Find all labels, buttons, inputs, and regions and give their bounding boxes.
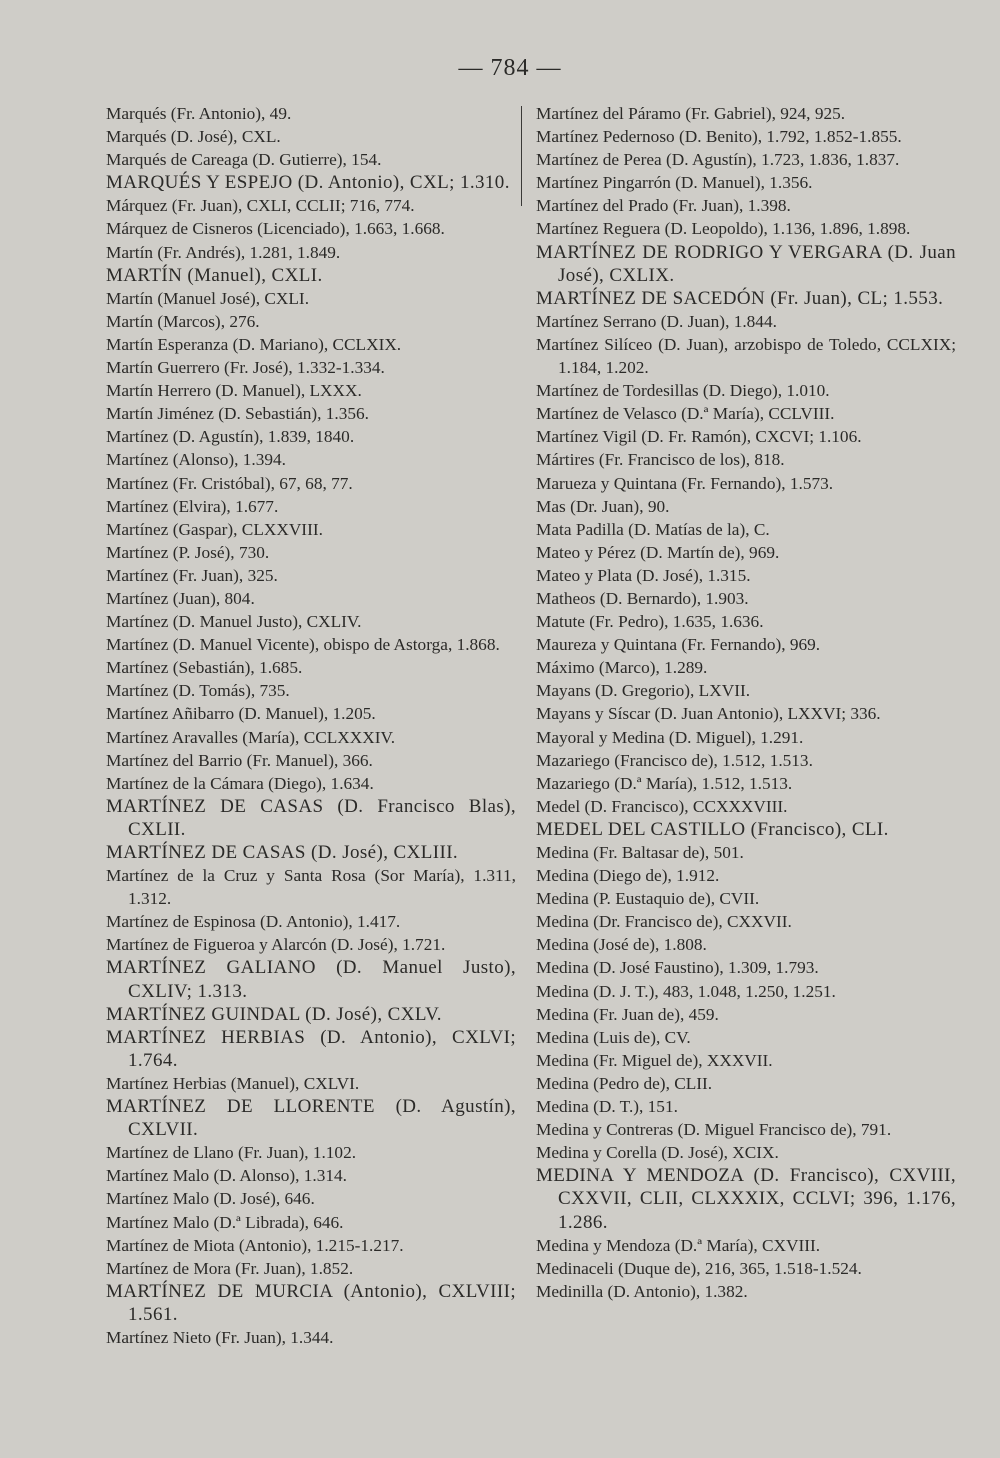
index-entry: Medina (Dr. Francisco de), CXXVII. [536,912,792,932]
index-entry: Martín Guerrero (Fr. José), 1.332-1.334. [106,358,385,378]
index-entry: Martínez (P. José), 730. [106,542,270,562]
index-entry: Medina (José de), 1.808. [536,935,707,955]
index-entry: MARTÍN (Manuel), CXLI. [106,264,323,286]
index-entry: Marqués de Careaga (D. Gutierre), 154. [106,150,382,170]
index-entry: Martínez Reguera (D. Leopoldo), 1.136, 1.896, 1.898. [536,219,911,239]
index-entry: Martínez de la Cámara (Diego), 1.634. [106,773,374,793]
index-entry: Martínez de Miota (Antonio), 1.215-1.217. [106,1235,404,1255]
index-entry: Martínez de Velasco (D.ª María), CCLVIII. [536,404,835,424]
index-entry: Medinilla (D. Antonio), 1.382. [536,1281,748,1301]
index-entry: Martínez Serrano (D. Juan), 1.844. [536,311,777,331]
index-entry: MARTÍNEZ DE LLORENTE (D. Agustín), CXLVII. [106,1096,516,1141]
index-entry: Martínez (Alonso), 1.394. [106,450,286,470]
page-number: — 784 — [458,55,562,81]
index-entry: MEDINA Y MENDOZA (D. Francisco), CXVIII, CXXVII, CLII, CLXXXIX, CCLVI; 396, 1.176, 1.286. [536,1165,956,1233]
index-entry: Márquez (Fr. Juan), CXLI, CCLII; 716, 774. [106,196,415,216]
index-entry: MARTÍNEZ GALIANO (D. Manuel Justo), CXLIV; 1.313. [106,957,516,1002]
index-entry: Máximo (Marco), 1.289. [536,658,708,678]
index-entry: Martínez (D. Manuel Vicente), obispo de Astorga, 1.868. [106,635,500,655]
index-entry: Martínez de Espinosa (D. Antonio), 1.417. [106,912,401,932]
index-entry: Martínez (Elvira), 1.677. [106,496,279,516]
index-entry: MARTÍNEZ DE CASAS (D. Francisco Blas), CXLII. [106,795,516,840]
index-entry: Martínez de la Cruz y Santa Rosa (Sor María), 1.311, 1.312. [106,866,516,909]
index-entry: Martín (Fr. Andrés), 1.281, 1.849. [106,242,341,262]
index-entry: Mazariego (Francisco de), 1.512, 1.513. [536,750,813,770]
index-entry: MARTÍNEZ DE RODRIGO Y VERGARA (D. Juan José), CXLIX. [536,241,956,286]
index-entry: Medina (Fr. Baltasar de), 501. [536,843,744,862]
index-entry: Martínez (Fr. Juan), 325. [106,565,278,585]
index-entry: Mayans (D. Gregorio), LXVII. [536,681,751,701]
index-entry: Marqués (D. José), CXL. [106,127,281,147]
index-entry: Medina y Corella (D. José), XCIX. [536,1143,779,1163]
index-entry: Mazariego (D.ª María), 1.512, 1.513. [536,773,793,793]
index-entry: Martínez Malo (D.ª Librada), 646. [106,1212,344,1232]
index-entry: Maureza y Quintana (Fr. Fernando), 969. [536,635,821,655]
index-entry: Mateo y Plata (D. José), 1.315. [536,565,751,585]
index-entry: Medina y Contreras (D. Miguel Francisco de), 791. [536,1120,892,1140]
index-entry: Mayoral y Medina (D. Miguel), 1.291. [536,727,804,747]
index-entry: Martínez (D. Agustín), 1.839, 1840. [106,427,355,447]
index-entry: Martínez Aravalles (María), CCLXXXIV. [106,727,396,747]
column-divider [521,106,522,206]
index-entry: Medinaceli (Duque de), 216, 365, 1.518-1.524. [536,1258,862,1278]
index-entry: Medina (Fr. Juan de), 459. [536,1004,719,1024]
index-entry: MEDEL DEL CASTILLO (Francisco), CLI. [536,818,889,840]
index-entry: Medina (Diego de), 1.912. [536,866,720,886]
index-entry: Mateo y Pérez (D. Martín de), 969. [536,542,780,562]
index-entry: Mata Padilla (D. Matías de la), C. [536,519,770,539]
index-entry: Márquez de Cisneros (Licenciado), 1.663, 1.668. [106,219,445,239]
index-entry: Martínez Nieto (Fr. Juan), 1.344. [106,1327,334,1347]
index-entry: Martínez del Prado (Fr. Juan), 1.398. [536,196,791,216]
index-entry: Medina (Luis de), CV. [536,1027,691,1047]
index-entry: Martínez Malo (D. Alonso), 1.314. [106,1166,347,1186]
index-entry: Martínez Silíceo (D. Juan), arzobispo de Toledo, CCLXIX; 1.184, 1.202. [536,334,956,378]
left-column [106,102,516,1349]
index-entry: Mártires (Fr. Francisco de los), 818. [536,450,785,470]
index-entry: Medina (D. J. T.), 483, 1.048, 1.250, 1.251. [536,981,836,1001]
index-entry: Martínez del Páramo (Fr. Gabriel), 924, 925. [536,104,846,123]
index-entry: Martín Esperanza (D. Mariano), CCLXIX. [106,334,402,354]
index-entry: Mas (Dr. Juan), 90. [536,496,670,516]
index-entry: Martínez Vigil (D. Fr. Ramón), CXCVI; 1.106. [536,427,862,447]
index-entry: Martínez Pingarrón (D. Manuel), 1.356. [536,173,813,193]
index-entry: Mayans y Síscar (D. Juan Antonio), LXXVI; 336. [536,704,881,724]
index-entry: MARTÍNEZ GUINDAL (D. José), CXLV. [106,1003,442,1025]
index-entry: Medina (Pedro de), CLII. [536,1073,713,1093]
index-entry: Matute (Fr. Pedro), 1.635, 1.636. [536,612,764,632]
index-entry: Martín Herrero (D. Manuel), LXXX. [106,381,362,401]
index-entry: Martínez de Tordesillas (D. Diego), 1.010. [536,381,830,401]
index-entry: Martínez del Barrio (Fr. Manuel), 366. [106,750,373,770]
index-entry: Marueza y Quintana (Fr. Fernando), 1.573. [536,473,834,493]
index-entry: Martínez (Fr. Cristóbal), 67, 68, 77. [106,473,353,493]
index-entry: Martínez (Gaspar), CLXXVIII. [106,519,323,539]
index-entry: Martínez de Mora (Fr. Juan), 1.852. [106,1258,354,1278]
index-entry: Martínez (Juan), 804. [106,588,255,608]
index-entry: Medina (D. T.), 151. [536,1097,678,1117]
index-entry: Martínez Añibarro (D. Manuel), 1.205. [106,704,376,724]
index-entry: Martínez de Llano (Fr. Juan), 1.102. [106,1143,357,1163]
index-entry: Martínez Pedernoso (D. Benito), 1.792, 1.852-1.855. [536,127,902,147]
index-entry: Martínez (D. Tomás), 735. [106,681,290,701]
right-column [536,102,956,1303]
index-entry: MARTÍNEZ HERBIAS (D. Antonio), CXLVI; 1.764. [106,1026,516,1071]
index-entry: Martínez (D. Manuel Justo), CXLIV. [106,612,362,632]
index-entry: MARQUÉS Y ESPEJO (D. Antonio), CXL; 1.310. [106,172,510,194]
index-entry: Medina (D. José Faustino), 1.309, 1.793. [536,958,819,978]
index-entry: Matheos (D. Bernardo), 1.903. [536,588,749,608]
index-entry: MARTÍNEZ DE MURCIA (Antonio), CXLVIII; 1.561. [106,1280,516,1325]
index-entry: Medina y Mendoza (D.ª María), CXVIII. [536,1235,821,1255]
index-entry: Martínez Malo (D. José), 646. [106,1189,315,1209]
index-entry: Medina (P. Eustaquio de), CVII. [536,889,760,909]
index-entry: Martínez Herbias (Manuel), CXLVI. [106,1073,360,1093]
index-entry: Martín (Marcos), 276. [106,311,260,331]
index-entry: Martínez de Figueroa y Alarcón (D. José), 1.721. [106,935,446,955]
index-entry: Medina (Fr. Miguel de), XXXVII. [536,1050,773,1070]
index-entry: Marqués (Fr. Antonio), 49. [106,104,292,123]
index-entry: Martín (Manuel José), CXLI. [106,288,310,308]
index-entry: Martín Jiménez (D. Sebastián), 1.356. [106,404,369,424]
index-entry: Medel (D. Francisco), CCXXXVIII. [536,796,788,816]
index-entry: Martínez (Sebastián), 1.685. [106,658,303,678]
index-entry: MARTÍNEZ DE CASAS (D. José), CXLIII. [106,842,459,863]
index-entry: MARTÍNEZ DE SACEDÓN (Fr. Juan), CL; 1.553. [536,287,944,309]
index-entry: Martínez de Perea (D. Agustín), 1.723, 1.836, 1.837. [536,150,900,170]
